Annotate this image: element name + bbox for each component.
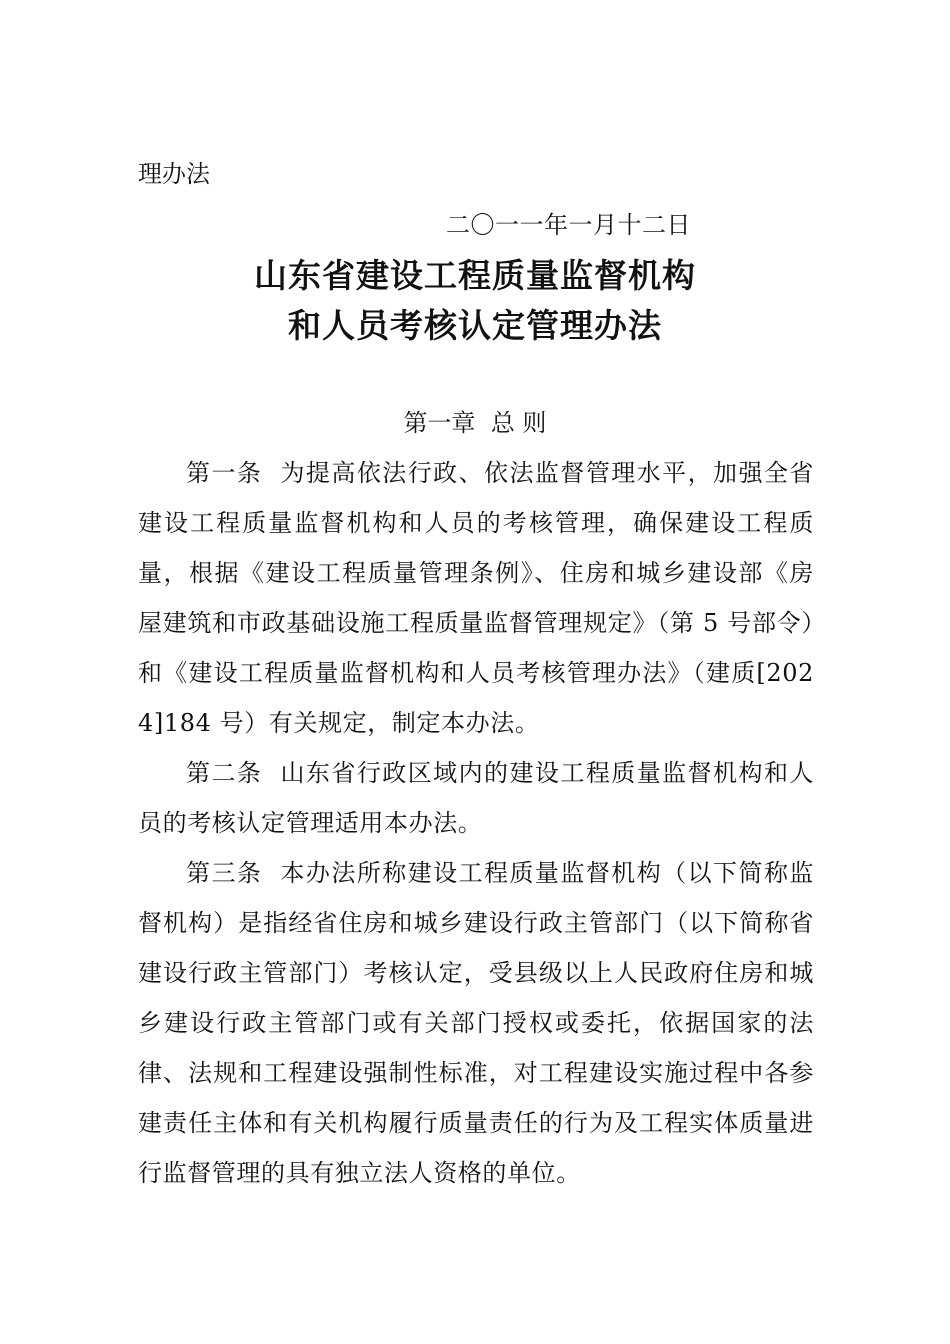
document-title-line-2: 和人员考核认定管理办法 [288, 306, 662, 345]
article-3-label: 第三条 [186, 859, 281, 887]
article-2-text: 山东省行政区域内的建设工程质量监督机构和人员的考核认定管理适用本办法。 [138, 759, 814, 837]
article-1-label: 第一条 [186, 459, 281, 487]
document-body [138, 448, 814, 1198]
document-title-line-1: 山东省建设工程质量监督机构 [254, 256, 696, 295]
article-2 [138, 748, 814, 848]
article-1 [138, 448, 814, 748]
chapter-heading: 第一章 总 则 [403, 409, 547, 437]
continued-title-fragment: 理办法 [138, 160, 210, 188]
issue-date: 二〇一一年一月十二日 [446, 211, 691, 239]
article-3-text: 本办法所称建设工程质量监督机构（以下简称监督机构）是指经省住房和城乡建设行政主管部门（以下简称省建设行政主管部门）考核认定，受县级以上人民政府住房和城乡建设行政主管部门或有关部门授权或委托，依据国家的法律、法规和工程建设强制性标准，对工程建设实施过程中各参建责任主体和有关机构履行质量责任的行为及工程实体质量进行监督管理的具有独立法人资格的单位。 [138, 859, 814, 1187]
article-3 [138, 848, 814, 1198]
article-1-text: 为提高依法行政、依法监督管理水平，加强全省建设工程质量监督机构和人员的考核管理，确保建设工程质量，根据《建设工程质量管理条例》、住房和城乡建设部《房屋建筑和市政基础设施工程质量监督管理规定》（第 5 号部令）和《建设工程质量监督机构和人员考核管理办法》（建质[2024]184 号）有关规定，制定本办法。 [138, 459, 814, 737]
article-2-label: 第二条 [186, 759, 281, 787]
